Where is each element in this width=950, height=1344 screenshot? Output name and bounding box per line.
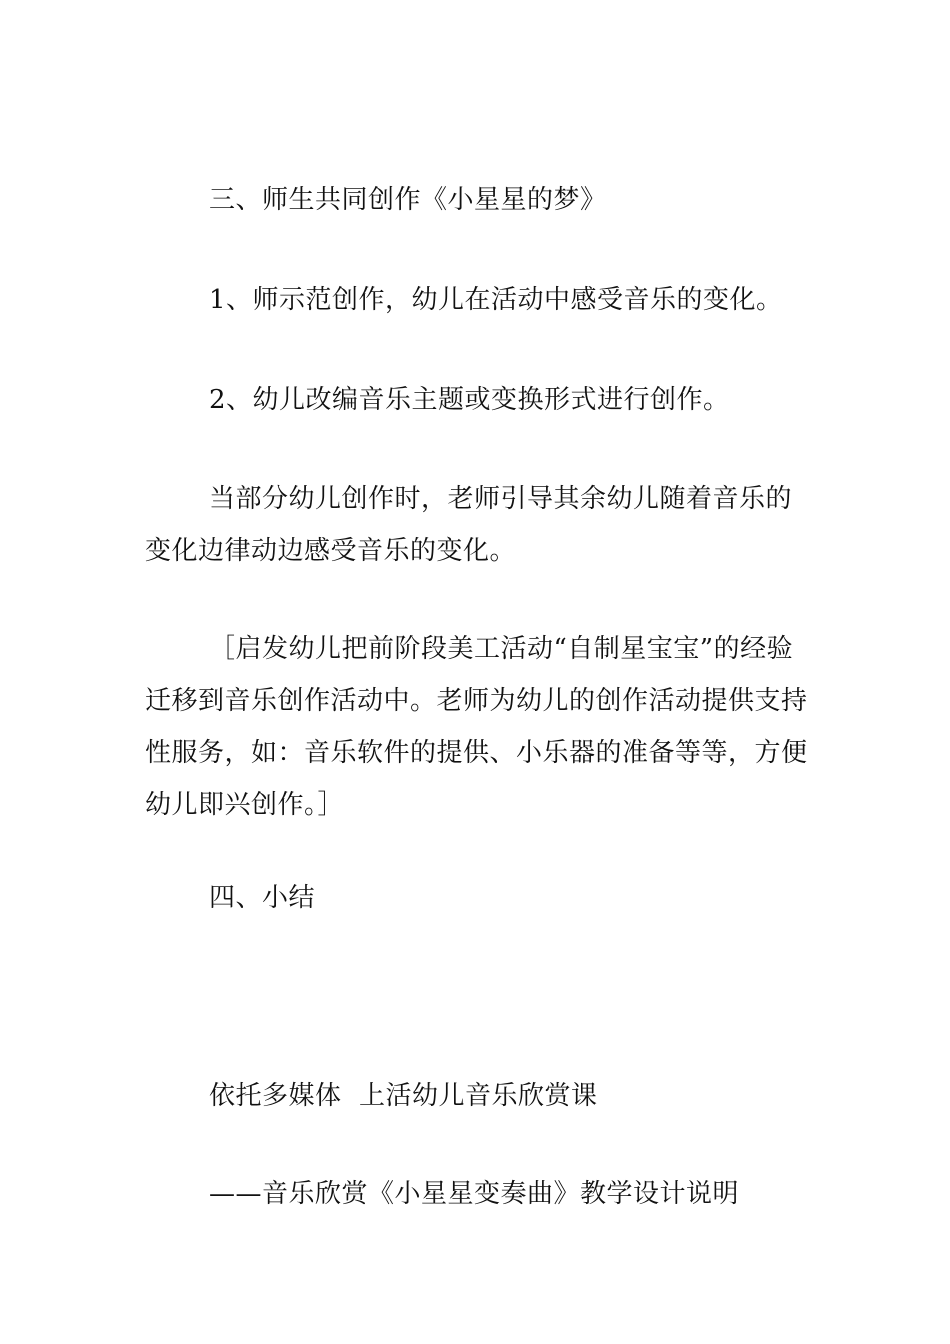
article-title: 依托多媒体 上活幼儿音乐欣赏课 [209, 1081, 598, 1111]
paragraph-step-2: 2、幼儿改编音乐主题或变换形式进行创作。 [209, 385, 730, 415]
paragraph-step-1: 1、师示范创作，幼儿在活动中感受音乐的变化。 [209, 285, 783, 315]
section-heading-3: 三、师生共同创作《小星星的梦》 [209, 185, 607, 215]
paragraph-bracket-note: ［启发幼儿把前阶段美工活动“自制星宝宝”的经验迁移到音乐创作活动中。老师为幼儿的创作活动提供支持性服务，如：音乐软件的提供、小乐器的准备等等，方便幼儿即兴创作。］ [145, 634, 808, 820]
paragraph-guidance: 当部分幼儿创作时，老师引导其余幼儿随着音乐的变化边律动边感受音乐的变化。 [145, 484, 793, 566]
section-heading-4: 四、小结 [209, 883, 316, 913]
article-subtitle: ——音乐欣赏《小星星变奏曲》教学设计说明 [209, 1179, 740, 1209]
